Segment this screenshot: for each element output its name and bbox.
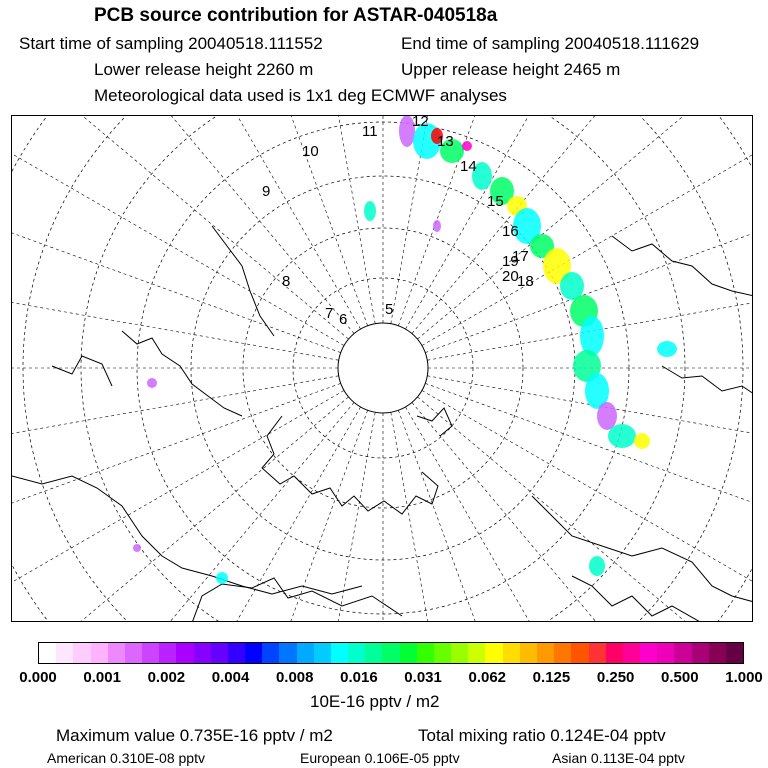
colorbar-swatch [537, 643, 554, 663]
end-time-label: End time of sampling 20040518.111629 [401, 34, 700, 53]
plume-blob [364, 201, 376, 221]
colorbar-swatch [279, 643, 296, 663]
upper-height-label: Upper release height 2465 m [401, 60, 621, 79]
plume-blob [433, 220, 441, 232]
coastline [52, 356, 112, 386]
colorbar-tick-label: 0.500 [661, 669, 699, 686]
colorbar-swatch [485, 643, 502, 663]
european-contribution: European 0.106E-05 pptv [300, 750, 460, 766]
plume-blob [580, 316, 604, 356]
trajectory-label: 12 [412, 116, 429, 130]
colorbar-swatch [571, 643, 588, 663]
coastline [122, 331, 242, 416]
colorbar-tick-label: 0.002 [147, 669, 186, 686]
colorbar [38, 642, 744, 664]
plume-blob [133, 544, 141, 552]
colorbar-unit-label: 10E-16 pptv / m2 [310, 692, 440, 711]
colorbar-tick-label: 0.000 [19, 669, 57, 686]
meridian-line [75, 410, 367, 622]
plume-blob [634, 433, 650, 449]
trajectory-label: 7 [325, 305, 334, 322]
colorbar-swatch [262, 643, 279, 663]
polar-map-canvas [12, 116, 753, 622]
colorbar-swatch [125, 643, 142, 663]
coastline [662, 366, 753, 394]
trajectory-label: 20 [502, 268, 519, 285]
trajectory-label: 15 [487, 193, 504, 210]
colorbar-swatch [194, 643, 211, 663]
colorbar-tick-label: 0.250 [596, 669, 635, 686]
colorbar-swatch [91, 643, 108, 663]
meridian-line [12, 116, 344, 346]
trajectory-label: 13 [437, 133, 454, 150]
coastline [262, 416, 438, 514]
coastline [192, 578, 402, 622]
colorbar-tick-label: 0.125 [532, 669, 571, 686]
plume-blob [147, 378, 157, 388]
colorbar-swatch [176, 643, 193, 663]
meridian-line [227, 116, 375, 324]
colorbar-swatch [56, 643, 73, 663]
meridian-line [12, 391, 344, 623]
colorbar-swatch [228, 643, 245, 663]
colorbar-swatch [245, 643, 262, 663]
colorbar-tick-label: 0.031 [404, 669, 442, 686]
colorbar-tick-label: 0.008 [275, 669, 314, 686]
colorbar-swatch [400, 643, 417, 663]
colorbar-swatch [417, 643, 434, 663]
meridian-line [75, 116, 367, 326]
colorbar-swatch [451, 643, 468, 663]
colorbar-swatch [623, 643, 640, 663]
colorbar-tick-label: 0.004 [211, 669, 250, 686]
colorbar-swatch [211, 643, 228, 663]
colorbar-tick-label: 1.000 [725, 669, 763, 686]
trajectory-label: 14 [460, 158, 477, 175]
coastline [12, 476, 362, 594]
colorbar-swatch [726, 643, 743, 663]
colorbar-swatch [434, 643, 451, 663]
met-data-label: Meteorological data used is 1x1 deg ECMWF analyses [94, 86, 507, 105]
plume-blob [597, 402, 617, 430]
colorbar-swatch [348, 643, 365, 663]
colorbar-swatch [692, 643, 709, 663]
colorbar-tick-label: 0.016 [340, 669, 378, 686]
colorbar-swatch [331, 643, 348, 663]
colorbar-swatch [589, 643, 606, 663]
plume-blob [608, 424, 636, 448]
meridian-line [12, 397, 349, 622]
colorbar-swatch [554, 643, 571, 663]
trajectory-label: 6 [339, 311, 348, 328]
meridian-line [425, 383, 753, 622]
colorbar-swatch [159, 643, 176, 663]
colorbar-swatch [108, 643, 125, 663]
colorbar-tick-label: 0.001 [83, 669, 121, 686]
colorbar-swatch [503, 643, 520, 663]
max-value-label: Maximum value 0.735E-16 pptv / m2 [56, 726, 333, 745]
lower-height-label: Lower release height 2260 m [94, 60, 314, 79]
latitude-circle [243, 228, 523, 508]
latitude-circle [12, 116, 753, 622]
meridian-line [12, 402, 354, 622]
coastlines [12, 226, 753, 622]
plume-blob [462, 141, 472, 151]
total-mixing-label: Total mixing ratio 0.124E-04 pptv [418, 726, 666, 745]
trajectory-label: 19 [502, 253, 519, 270]
polar-map [11, 115, 753, 622]
colorbar-swatch [709, 643, 726, 663]
colorbar-swatch [382, 643, 399, 663]
coastline [417, 408, 452, 436]
asian-contribution: Asian 0.113E-04 pptv [552, 750, 685, 766]
plume-blob [216, 572, 228, 584]
trajectory-label: 5 [385, 301, 394, 318]
plume-blob [657, 341, 677, 357]
trajectory-label: 16 [502, 223, 519, 240]
latitude-circle [338, 323, 428, 413]
trajectory-label: 10 [302, 143, 319, 160]
trajectory-label: 18 [517, 273, 534, 290]
trajectory-label: 9 [262, 183, 271, 200]
colorbar-swatch [674, 643, 691, 663]
meridian-line [12, 383, 341, 622]
meridian-line [391, 412, 539, 622]
meridian-line [422, 391, 753, 623]
colorbar-swatch [314, 643, 331, 663]
coastline [612, 236, 753, 296]
colorbar-swatch [520, 643, 537, 663]
colorbar-tick-label: 0.062 [468, 669, 507, 686]
coastline [572, 576, 702, 622]
start-time-label: Start time of sampling 20040518.111552 [19, 34, 323, 53]
meridian-line [417, 397, 753, 622]
colorbar-swatch [606, 643, 623, 663]
trajectory-label: 11 [362, 123, 378, 140]
plot-title: PCB source contribution for ASTAR-040518a [94, 5, 498, 26]
colorbar-swatch [657, 643, 674, 663]
colorbar-swatch [297, 643, 314, 663]
colorbar-swatch [142, 643, 159, 663]
meridian-line [12, 376, 339, 524]
colorbar-swatch [73, 643, 90, 663]
american-contribution: American 0.310E-08 pptv [47, 750, 205, 766]
meridian-line [12, 116, 349, 339]
colorbar-swatch [39, 643, 56, 663]
coastline [212, 226, 274, 336]
coastline [532, 496, 753, 602]
colorbar-swatch [468, 643, 485, 663]
lat-lon-grid [12, 116, 753, 622]
meridian-line [227, 412, 375, 622]
colorbar-swatch [640, 643, 657, 663]
meridian-line [12, 407, 361, 622]
meridian-line [412, 402, 753, 622]
plume-field [133, 116, 677, 584]
colorbar-swatch [365, 643, 382, 663]
plume-blob [589, 556, 605, 576]
trajectory-label: 8 [282, 273, 291, 290]
trajectory-label: 17 [512, 248, 529, 265]
